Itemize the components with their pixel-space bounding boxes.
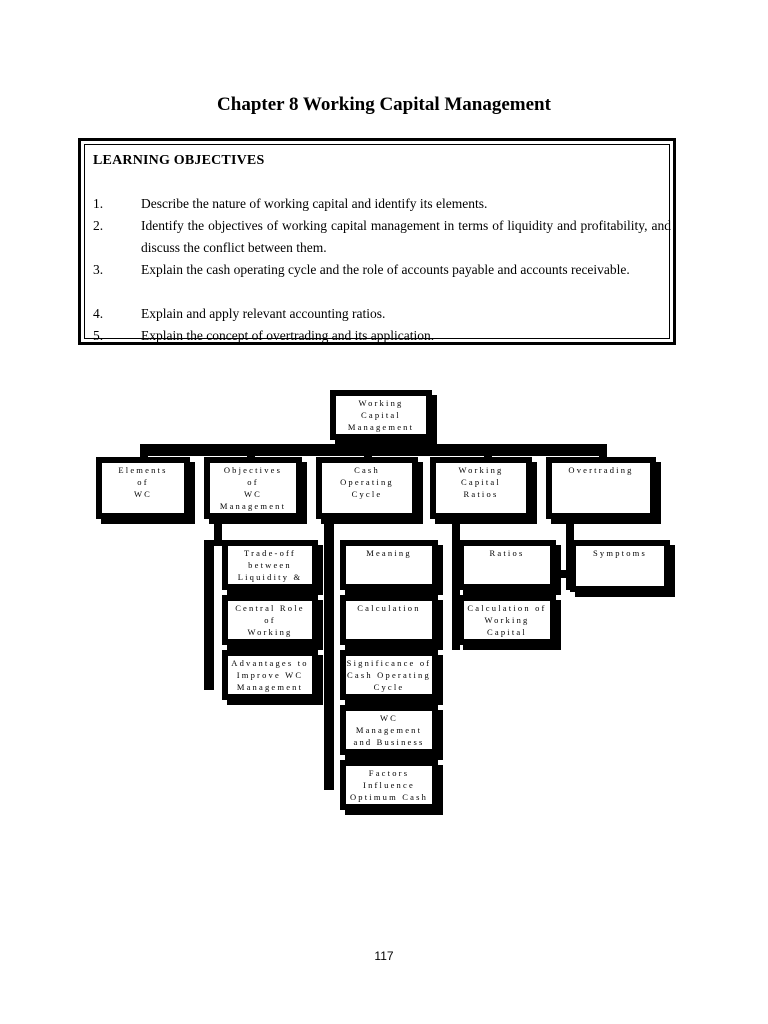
- learning-objectives-box: [78, 138, 676, 345]
- objective-number: 3.: [93, 262, 104, 277]
- node-advantages: Advantages to Improve WC Management: [222, 650, 318, 700]
- objective-text: Describe the nature of working capital and identify its elements.: [141, 196, 488, 211]
- connector-line: [324, 520, 334, 790]
- node-factors-influence: Factors Influence Optimum Cash Level: [340, 760, 438, 810]
- node-calculation: Calculation: [340, 595, 438, 645]
- node-working-capital-management: Working Capital Management: [330, 390, 432, 440]
- objective-text: Identify the objectives of working capital management in terms of liquidity and profitability, and discuss the conflict between them.: [141, 218, 671, 255]
- node-ratios: Ratios: [458, 540, 556, 590]
- objective-text: Explain the cash operating cycle and the role of accounts payable and accounts receivable.: [141, 262, 630, 277]
- node-cash-operating-cycle: Cash Operating Cycle: [316, 457, 418, 519]
- connector-line: [140, 444, 607, 456]
- objective-item-4: [93, 303, 671, 325]
- node-symptoms: Symptoms: [570, 540, 670, 592]
- node-elements-of-wc: Elements of WC: [96, 457, 190, 519]
- objective-item-5: [93, 325, 671, 347]
- objective-number: 5.: [93, 328, 104, 343]
- learning-objectives-heading: LEARNING OBJECTIVES: [93, 153, 265, 168]
- node-calculation-of-wc-requirement: Calculation of Working Capital Requirement: [458, 595, 556, 645]
- node-working-capital-ratios: Working Capital Ratios: [430, 457, 532, 519]
- objective-text: Explain the concept of overtrading and its application.: [141, 328, 435, 343]
- node-wc-management-solvency: WC Management and Business Solvency: [340, 705, 438, 755]
- objective-number: 4.: [93, 306, 104, 321]
- learning-objectives-inner-border: [84, 144, 671, 343]
- objective-item-2: [93, 215, 671, 259]
- objective-item-1: [93, 193, 671, 215]
- node-significance: Significance of Cash Operating Cycle: [340, 650, 438, 700]
- objective-text: Explain and apply relevant accounting ratios.: [141, 306, 386, 321]
- node-central-role: Central Role of Working Capital: [222, 595, 318, 645]
- chapter-title: Chapter 8 Working Capital Management: [217, 94, 551, 115]
- page-number: 117: [374, 949, 394, 963]
- objective-item-3: [93, 259, 671, 281]
- connector-line: [214, 516, 222, 546]
- node-objectives-of-wc-management: Objectives of WC Management: [204, 457, 302, 519]
- node-trade-off: Trade-off between Liquidity & Profitability: [222, 540, 318, 590]
- objective-number: 2.: [93, 218, 104, 233]
- objective-number: 1.: [93, 196, 104, 211]
- connector-line: [204, 540, 214, 690]
- node-meaning: Meaning: [340, 540, 438, 590]
- node-overtrading: Overtrading: [546, 457, 656, 519]
